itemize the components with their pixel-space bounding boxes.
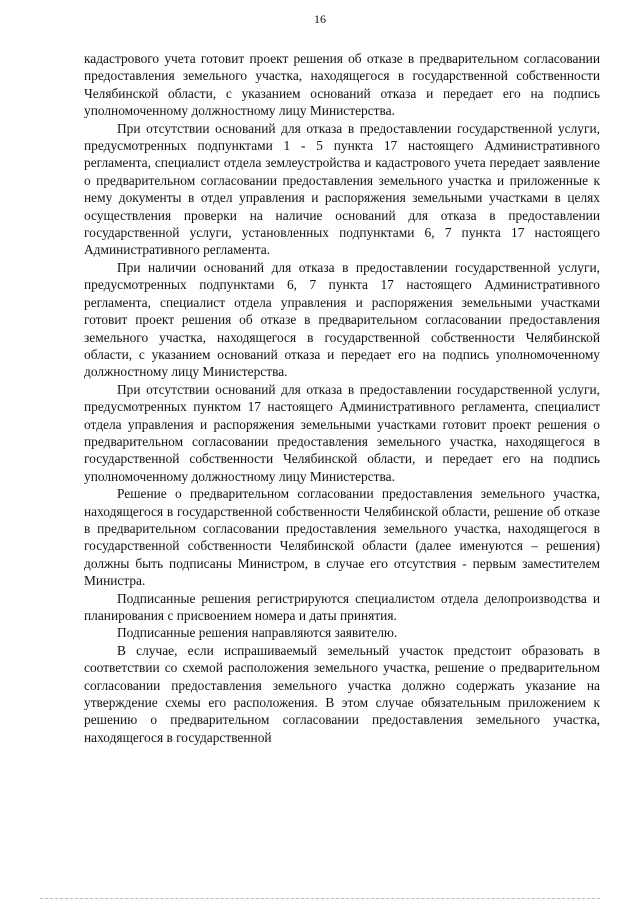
paragraph: При отсутствии оснований для отказа в предоставлении государственной услуги, предусмотренных пунктом 17 настоящего Административного регламента, специалист отдела управления и распоряжения земельными участками готовит проект решения о предварительном согласовании предоставления земельного участка, находящегося в государственной собственности Челябинской области, и передает его на подпись уполномоченному должностному лицу Министерства. <box>84 381 600 484</box>
paragraph: Подписанные решения регистрируются специалистом отдела делопроизводства и планирования с присвоением номера и даты принятия. <box>84 590 600 623</box>
paragraph: Подписанные решения направляются заявителю. <box>117 625 398 641</box>
paragraph: При отсутствии оснований для отказа в предоставлении государственной услуги, предусмотренных подпунктами 1 - 5 пункта 17 настоящего Административного регламента, специалист отдела землеустройства и кадастрового учета передает заявление о предварительном согласовании предоставления земельного участка и приложенные к нему документы в отдел управления и распоряжения земельными участками в целях осуществления проверки на наличие оснований для отказа в предоставлении государственной услуги, установленных подпунктами 6, 7 пункта 17 настоящего Административного регламента. <box>84 120 600 258</box>
paragraph-continuation: кадастрового учета готовит проект решения об отказе в предварительном согласовании предоставления земельного участка, находящегося в государственной собственности Челябинской области, с указанием оснований отказа и передает его на подпись уполномоченному должностному лицу Министерства. <box>84 51 600 119</box>
scan-edge-line <box>40 898 600 899</box>
document-body <box>84 50 600 746</box>
page-number: 16 <box>314 12 326 26</box>
paragraph: Решение о предварительном согласовании предоставления земельного участка, находящегося в государственной собственности Челябинской области, решение об отказе в предварительном согласовании предоставления земельного участка, находящегося в государственной собственности Челябинской области (далее именуются – решения) должны быть подписаны Министром, в случае его отсутствия - первым заместителем Министра. <box>84 486 600 589</box>
paragraph: При наличии оснований для отказа в предоставлении государственной услуги, предусмотренных подпунктами 6, 7 пункта 17 настоящего Административного регламента, специалист отдела управления и распоряжения земельными участками готовит проект решения об отказе в предварительном согласовании предоставления земельного участка, находящегося в государственной собственности Челябинской области, с указанием оснований отказа и передает его на подпись уполномоченному должностному лицу Министерства. <box>84 259 600 380</box>
paragraph: В случае, если испрашиваемый земельный участок предстоит образовать в соответствии со схемой расположения земельного участка, решение о предварительном согласовании предоставления земельного участка должно содержать указание на утверждение схемы его расположения. В этом случае обязательным приложением к решению о предварительном согласовании предоставления земельного участка, находящегося в государственной <box>84 642 600 745</box>
